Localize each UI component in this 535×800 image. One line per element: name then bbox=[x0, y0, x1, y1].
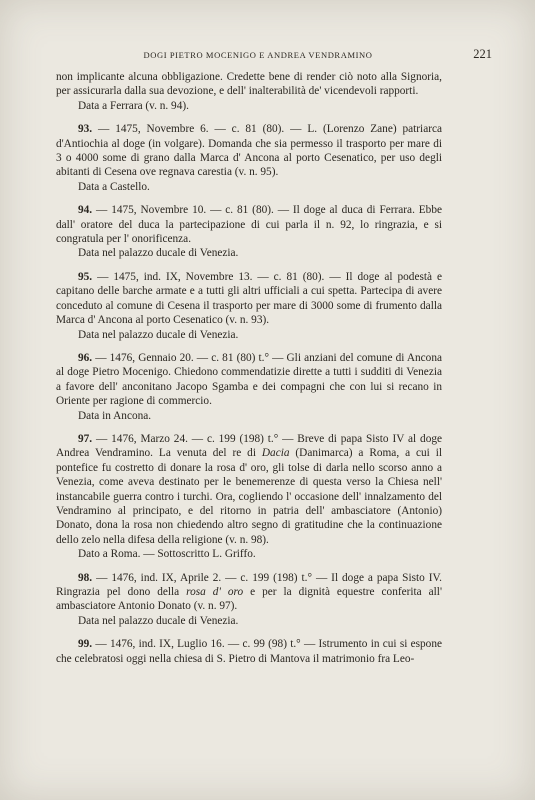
entry-text-part: (Danimarca) a Roma, a cui il pontefice fu costretto di donare la rosa d' oro, gli tolse di darla nello scorso anno a Venezia, come aveva destinato per le benemerenze di questa verso la Chiesa nell' instancabile guerra contro i turchi. Ora, cogliendo l' occasione dell' innalzamento del Vendramino al principato, e del ritorno in patria dell' ambasciatore (Antonio) Donato, dona la rosa non chiedendo altro segno di gratitudine che la continuazione dello zelo nella difesa della religione (v. n. 98). bbox=[56, 447, 442, 546]
entry-text: — 1475, Novembre 10. — c. 81 (80). — Il doge al duca di Ferrara. Ebbe dall' oratore del duca la partecipazione di cui parla il n. 92, lo ringrazia, e si congratula per l' onorificenza. bbox=[56, 204, 442, 246]
entry-98 bbox=[56, 571, 442, 629]
entry-number: 99. bbox=[78, 638, 93, 651]
entry-99 bbox=[56, 637, 442, 666]
entry-dateline: Data nel palazzo ducale di Venezia. bbox=[78, 614, 239, 627]
entry-text-part: e per la dignità equestre conferita all' ambasciatore Antonio Donato (v. n. 97). bbox=[56, 586, 442, 613]
entry-italic-term: Dacia bbox=[261, 447, 290, 460]
entry-dateline: Data in Ancona. bbox=[78, 409, 152, 422]
entry-94 bbox=[56, 203, 442, 261]
entry-italic-term: rosa d' oro bbox=[186, 586, 244, 598]
entry-dateline: Data nel palazzo ducale di Venezia. bbox=[78, 328, 239, 341]
entry-text-part: — 1476, ind. IX, Aprile 2. — c. 199 (198) t.° — Il doge a papa Sisto IV. Ringrazia pel dono della bbox=[56, 571, 443, 598]
entry-number: 93. bbox=[78, 123, 93, 136]
entry-number: 95. bbox=[78, 270, 93, 283]
entry-95 bbox=[56, 270, 442, 342]
entry-number: 96. bbox=[78, 351, 93, 364]
entry-text: — 1476, ind. IX, Luglio 16. — c. 99 (98) t.° — Istrumento in cui si espone che celebratosi oggi nella chiesa di S. Pietro di Mantova il matrimonio fra Leo- bbox=[56, 638, 442, 665]
entry-dateline: Data a Castello. bbox=[78, 180, 150, 193]
page-body bbox=[56, 70, 442, 666]
entry-number: 97. bbox=[78, 432, 93, 445]
entry-number: 98. bbox=[78, 571, 93, 584]
entry-93 bbox=[56, 122, 442, 194]
entry-number: 94. bbox=[78, 204, 93, 217]
continuation-dateline: Data a Ferrara (v. n. 94). bbox=[78, 99, 189, 112]
entry-text: — 1475, ind. IX, Novembre 13. — c. 81 (80). — Il doge al podestà e capitano delle barche armate e a tutti gli altri ufficiali a cui spetta. Partecipa di avere conceduto al comune di Cesena il trasporto per mare di 3000 some di frumento dalla Marca d' Ancona al porto Cesenatico (v. n. 93). bbox=[56, 270, 442, 327]
entry-text: — 1475, Novembre 6. — c. 81 (80). — L. (Lorenzo Zane) patriarca d'Antiochia al doge (in volgare). Domanda che sia permesso il trasporto per mare di 3 o 4000 some di grano dalla Marca d' Ancona al porto Cesenatico, per uso degli abitanti di Cesena ove regnava carestia (v. n. 95). bbox=[56, 123, 442, 179]
continuation-block bbox=[56, 70, 442, 113]
entry-text-part: — 1476, Marzo 24. — c. 199 (198) t.° — Breve di papa Sisto IV al doge Andrea Vendramino. La venuta del re di bbox=[56, 432, 442, 460]
entry-dateline: Data nel palazzo ducale di Venezia. bbox=[78, 247, 239, 260]
continuation-text: non implicante alcuna obbligazione. Credette bene di render ciò noto alla Signoria, per assicurarla dalla sua devozione, e dell' inalterabilità de' vicendevoli rapporti. bbox=[56, 71, 442, 98]
entry-97 bbox=[56, 432, 442, 562]
entry-text: — 1476, Gennaio 20. — c. 81 (80) t.° — Gli anziani del comune di Ancona al doge Pietro Mocenigo. Chiedono commendatizie dirette a tutti i sudditi di Venezia a favore dell' anconitano Jacopo Sgamba e dei compagni che con lui si recano in Oriente per ragione di commercio. bbox=[56, 351, 442, 408]
entry-dateline: Dato a Roma. — Sottoscritto L. Griffo. bbox=[78, 548, 256, 561]
running-title: DOGI PIETRO MOCENIGO E ANDREA VENDRAMINO bbox=[143, 50, 373, 60]
entry-96 bbox=[56, 351, 442, 423]
page-number: 221 bbox=[473, 47, 492, 61]
